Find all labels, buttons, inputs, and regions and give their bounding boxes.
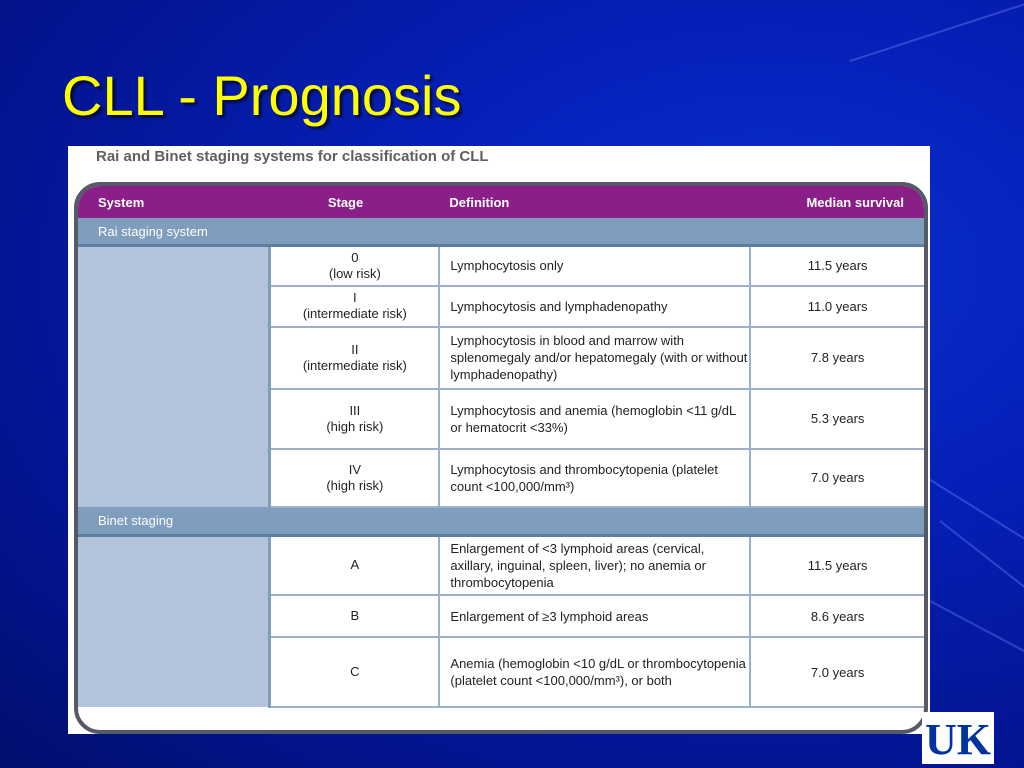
stage-cell: [270, 389, 440, 449]
background-streak: [850, 0, 1024, 62]
survival-cell: 8.6 years: [750, 595, 924, 637]
stage-cell: A: [270, 535, 440, 595]
stage-label: III: [349, 402, 361, 418]
section-label: Rai staging system: [78, 218, 924, 246]
survival-cell: 7.0 years: [750, 449, 924, 507]
stage-cell: [270, 246, 440, 286]
table-row: [78, 535, 924, 595]
survival-cell: 11.0 years: [750, 286, 924, 327]
section-label: Binet staging: [78, 507, 924, 536]
survival-cell: 5.3 years: [750, 389, 924, 449]
blank-column: [78, 246, 270, 507]
uk-logo-graphic: [924, 714, 992, 762]
table-row: [78, 246, 924, 286]
stage-label: II: [351, 341, 359, 357]
survival-cell: 11.5 years: [750, 246, 924, 286]
stage-label: IV: [348, 461, 361, 477]
section-row-rai: [78, 218, 924, 246]
header-definition: Definition: [439, 186, 750, 218]
uk-logo: [922, 712, 994, 764]
section-row-binet: [78, 507, 924, 536]
risk-label: (high risk): [326, 477, 384, 493]
background-streak: [939, 520, 1024, 608]
definition-cell: Enlargement of <3 lymphoid areas (cervical, axillary, inguinal, spleen, liver); no anemia or thrombocytopenia: [439, 535, 750, 595]
risk-label: (intermediate risk): [302, 357, 407, 373]
stage-cell: [270, 286, 440, 327]
survival-cell: 7.8 years: [750, 327, 924, 389]
stage-cell: [270, 449, 440, 507]
definition-cell: Lymphocytosis in blood and marrow with splenomegaly and/or hepatomegaly (with or without lymphadenopathy): [439, 327, 750, 389]
header-median-survival: Median survival: [750, 186, 924, 218]
header-stage: Stage: [270, 186, 440, 218]
definition-cell: Lymphocytosis and anemia (hemoglobin <11 g/dL or hematocrit <33%): [439, 389, 750, 449]
definition-cell: Lymphocytosis and lymphadenopathy: [439, 286, 750, 327]
uk-logo-text: UK: [925, 715, 991, 762]
definition-cell: Anemia (hemoglobin <10 g/dL or thrombocytopenia (platelet count <100,000/mm³), or both: [439, 637, 750, 707]
survival-cell: 11.5 years: [750, 535, 924, 595]
definition-cell: Enlargement of ≥3 lymphoid areas: [439, 595, 750, 637]
risk-label: (high risk): [326, 418, 384, 434]
staging-figure: [68, 146, 930, 734]
stage-label: I: [353, 290, 357, 305]
table-header-row: [78, 186, 924, 218]
survival-cell: 7.0 years: [750, 637, 924, 707]
slide-title: CLL - Prognosis: [62, 64, 462, 127]
staging-table: [78, 186, 924, 708]
figure-caption: Rai and Binet staging systems for classification of CLL: [96, 148, 489, 165]
table-frame: [74, 182, 928, 734]
definition-cell: Lymphocytosis and thrombocytopenia (platelet count <100,000/mm³): [439, 449, 750, 507]
stage-cell: C: [270, 637, 440, 707]
blank-column: [78, 535, 270, 707]
stage-cell: [270, 327, 440, 389]
stage-cell: B: [270, 595, 440, 637]
risk-label: (low risk): [328, 265, 381, 281]
stage-label: 0: [351, 249, 359, 265]
background-streak: [930, 600, 1024, 658]
definition-cell: Lymphocytosis only: [439, 246, 750, 286]
header-system: System: [78, 186, 270, 218]
risk-label: (intermediate risk): [302, 306, 407, 321]
